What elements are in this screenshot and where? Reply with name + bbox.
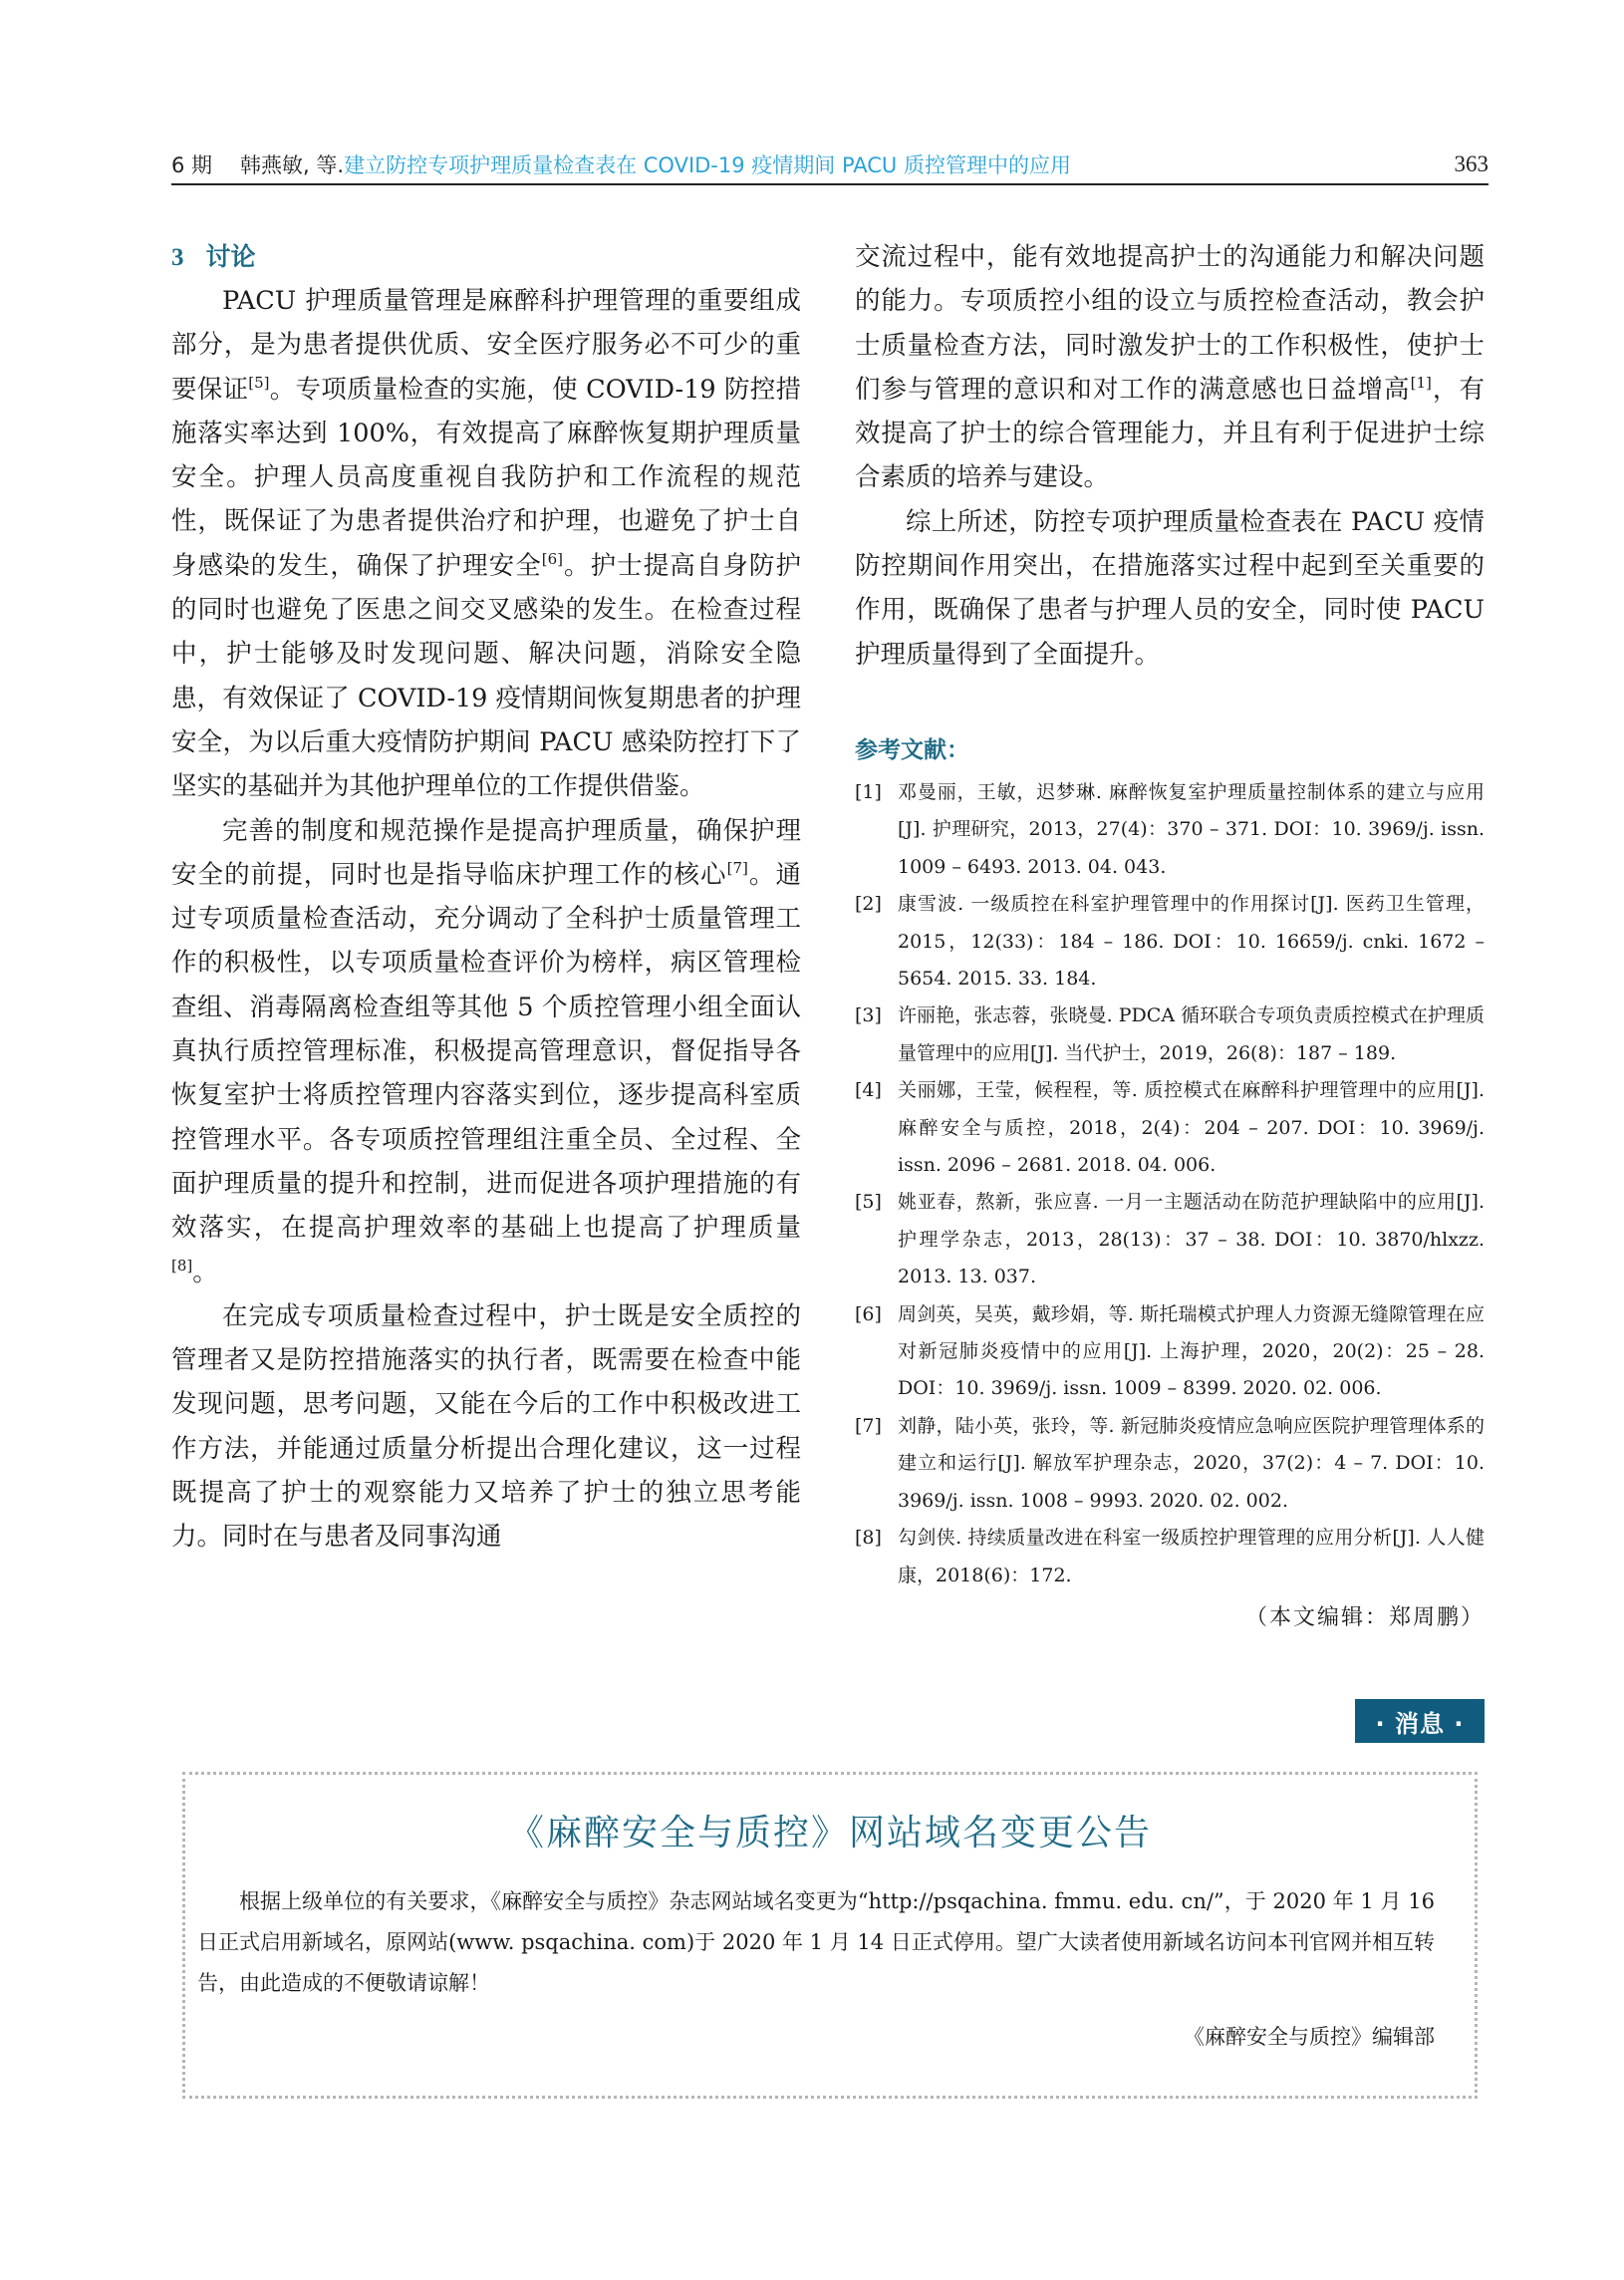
citation[interactable]: [1] bbox=[1410, 373, 1432, 392]
reference-number: [5] bbox=[855, 1191, 882, 1214]
paragraph-text: 。专项质量检查的实施，使 COVID-19 防控措施落实率达到 100%，有效提高了麻醉恢复期护理质量安全。护理人员高度重视自我防护和工作流程的规范性，既保证了为患者提供治疗和护理，也避免了护士自身感染的发生，确保了护理安全 bbox=[171, 374, 801, 581]
notice-title: 《麻醉安全与质控》网站域名变更公告 bbox=[507, 1813, 1152, 1853]
notice-signature: 《麻醉安全与质控》编辑部 bbox=[1184, 2025, 1435, 2049]
reference-text: 关丽娜，王莹，候程程，等. 质控模式在麻醉科护理管理中的应用[J]. 麻醉安全与质控，2018，2(4)：204 – 207. DOI：10. 3969/j. issn. 2096 – 2681. 2018. 04. 006. bbox=[898, 1079, 1485, 1177]
citation[interactable]: [5] bbox=[248, 373, 270, 392]
reference-item bbox=[855, 1408, 1485, 1520]
right-column bbox=[855, 235, 1485, 1638]
citation[interactable]: [6] bbox=[541, 549, 563, 568]
reference-text: 刘静，陆小英，张玲，等. 新冠肺炎疫情应急响应医院护理管理体系的建立和运行[J]. 解放军护理杂志，2020，37(2)：4 – 7. DOI：10. 3969/j. issn. 1008 – 9993. 2020. 02. 002. bbox=[898, 1414, 1485, 1512]
reference-text: 姚亚春，熬新，张应喜. 一月一主题活动在防范护理缺陷中的应用[J]. 护理学杂志，2013，28(13)：37 – 38. DOI：10. 3870/hlxzz. 2013. 13. 037. bbox=[898, 1191, 1485, 1288]
section-title: 讨论 bbox=[205, 242, 256, 271]
paragraph bbox=[171, 279, 801, 809]
paragraph bbox=[171, 1294, 801, 1560]
reference-list bbox=[855, 774, 1485, 1594]
reference-number: [2] bbox=[855, 893, 882, 916]
reference-number: [1] bbox=[855, 780, 882, 803]
editor-note: （本文编辑：郑周鹏） bbox=[1244, 1604, 1485, 1630]
header-authors: 韩燕敏, 等. bbox=[240, 153, 345, 177]
page-number: 363 bbox=[1454, 151, 1489, 176]
reference-text: 勾剑侠. 持续质量改进在科室一级质控护理管理的应用分析[J]. 人人健康，2018(6)：172. bbox=[898, 1527, 1485, 1586]
reference-text: 康雪波. 一级质控在科室护理管理中的作用探讨[J]. 医药卫生管理，2015，12(33)：184 – 186. DOI：10. 16659/j. cnki. 1672 – 5654. 2015. 33. 184. bbox=[898, 893, 1485, 990]
reference-text: 许丽艳，张志蓉，张晓曼. PDCA 循环联合专项负责质控模式在护理质量管理中的应用[J]. 当代护士，2019，26(8)：187 – 189. bbox=[898, 1004, 1485, 1064]
header-divider bbox=[171, 183, 1489, 185]
section-number: 3 bbox=[171, 244, 184, 271]
reference-item bbox=[855, 886, 1485, 998]
notice-body: 根据上级单位的有关要求，《麻醉安全与质控》杂志网站域名变更为“http://psqachina. fmmu. edu. cn/”，于 2020 年 1 月 16 日正式启用新域名，原网站(www. psqachina. com)于 2020 年 1 月 14 日正式停用。望广大读者使用新域名访问本刊官网并相互转告，由此造成的不便敬请谅解！ bbox=[197, 1889, 1435, 1995]
paragraph-text: PACU 护理质量管理是麻醉科护理管理的重要组成部分，是为患者提供优质、安全医疗服务必不可少的重要保证 bbox=[171, 286, 801, 405]
paragraph bbox=[855, 500, 1485, 677]
paragraph-text: 。护士提高自身防护的同时也避免了医患之间交叉感染的发生。在检查过程中，护士能够及时发现问题、解决问题，消除安全隐患，有效保证了 COVID-19 疫情期间恢复期患者的护理安全，为以后重大疫情防护期间 PACU 感染防控打下了坚实的基础并为其他护理单位的工作提供借鉴。 bbox=[171, 550, 801, 802]
paragraph bbox=[855, 235, 1485, 500]
left-column bbox=[171, 235, 801, 1560]
reference-item bbox=[855, 1296, 1485, 1408]
reference-item bbox=[855, 1520, 1485, 1594]
paragraph-text: 交流过程中，能有效地提高护士的沟通能力和解决问题的能力。专项质控小组的设立与质控检查活动，教会护士质量检查方法，同时激发护士的工作积极性，使护士们参与管理的意识和对工作的满意感也日益增高 bbox=[855, 242, 1485, 405]
paragraph-text: ，有效提高了护士的综合管理能力，并且有利于促进护士综合素质的培养与建设。 bbox=[855, 374, 1485, 493]
reference-number: [6] bbox=[855, 1302, 882, 1325]
reference-number: [3] bbox=[855, 1004, 882, 1027]
reference-item bbox=[855, 774, 1485, 886]
reference-number: [4] bbox=[855, 1079, 882, 1102]
paragraph-text: 综上所述，防控专项护理质量检查表在 PACU 疫情防控期间作用突出，在措施落实过程中起到至关重要的作用，既确保了患者与护理人员的安全，同时使 PACU 护理质量得到了全面提升。 bbox=[855, 506, 1485, 670]
section-heading bbox=[171, 235, 801, 279]
paragraph-text: 。 bbox=[192, 1257, 218, 1287]
reference-text: 周剑英，吴英，戴珍娟，等. 斯托瑞模式护理人力资源无缝隙管理在应对新冠肺炎疫情中的应用[J]. 上海护理，2020，20(2)：25 – 28. DOI：10. 3969/j. issn. 1009 – 8399. 2020. 02. 006. bbox=[898, 1302, 1485, 1400]
paragraph-text: 完善的制度和规范操作是提高护理质量，确保护理安全的前提，同时也是指导临床护理工作的核心 bbox=[171, 815, 801, 890]
reference-number: [7] bbox=[855, 1414, 882, 1437]
reference-item bbox=[855, 998, 1485, 1072]
header-article-title: 建立防控专项护理质量检查表在 COVID-19 疫情期间 PACU 质控管理中的应用 bbox=[344, 153, 1071, 177]
news-badge: · 消息 · bbox=[1355, 1699, 1485, 1743]
notice-box bbox=[182, 1772, 1478, 2099]
reference-item bbox=[855, 1184, 1485, 1295]
reference-number: [8] bbox=[855, 1527, 882, 1550]
paragraph-text: 在完成专项质量检查过程中，护士既是安全质控的管理者又是防控措施落实的执行者，既需要在检查中能发现问题，思考问题，又能在今后的工作中积极改进工作方法，并能通过质量分析提出合理化建议，这一过程既提高了护士的观察能力又培养了护士的独立思考能力。同时在与患者及同事沟通 bbox=[171, 1300, 801, 1553]
references-heading: 参考文献： bbox=[855, 736, 969, 763]
paragraph-text: 。通过专项质量检查活动，充分调动了全科护士质量管理工作的积极性，以专项质量检查评价为榜样，病区管理检查组、消毒隔离检查组等其他 5 个质控管理小组全面认真执行质控管理标准，积极提高管理意识，督促指导各恢复室护士将质控管理内容落实到位，逐步提高科室质控管理水平。各专项质控管理组注重全员、全过程、全面护理质量的提升和控制，进而促进各项护理措施的有效落实，在提高护理效率的基础上也提高了护理质量 bbox=[171, 859, 801, 1244]
running-header bbox=[171, 147, 1489, 181]
citation[interactable]: [7] bbox=[726, 858, 748, 877]
issue-number: 6 期 bbox=[171, 153, 213, 177]
citation[interactable]: [8] bbox=[171, 1256, 193, 1275]
reference-item bbox=[855, 1072, 1485, 1184]
paragraph bbox=[171, 809, 801, 1294]
reference-text: 邓曼丽，王敏，迟梦琳. 麻醉恢复室护理质量控制体系的建立与应用[J]. 护理研究，2013，27(4)：370 – 371. DOI：10. 3969/j. issn. 1009 – 6493. 2013. 04. 043. bbox=[898, 780, 1485, 878]
